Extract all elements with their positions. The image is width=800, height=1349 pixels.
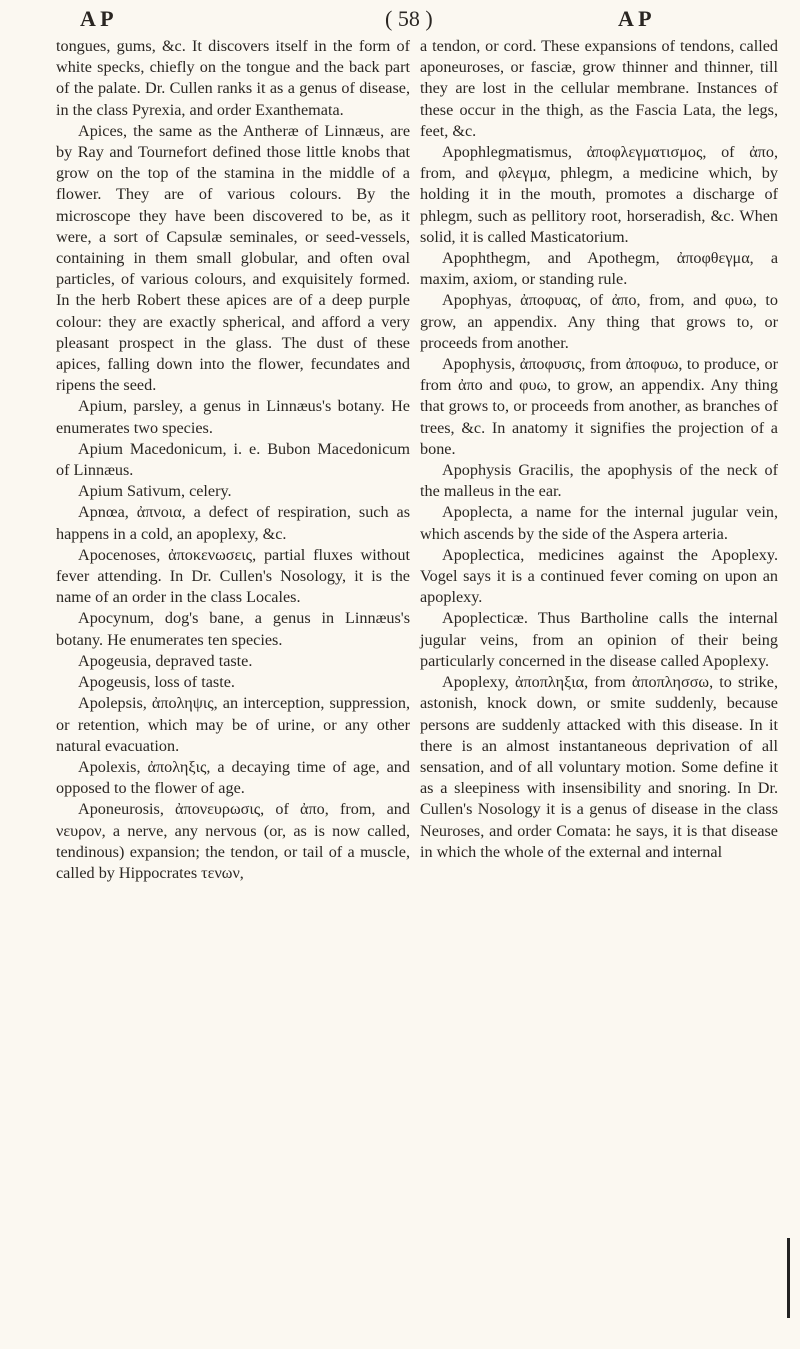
header-right-guideword: A P xyxy=(618,6,652,31)
dictionary-entry: Apium Macedonicum, i. e. Bubon Macedonicum of Linnæus. xyxy=(56,439,410,480)
dictionary-entry: Apogeusia, depraved taste. xyxy=(78,651,253,670)
dictionary-entry: Apolepsis, ἀποληψις, an interception, suppression, or retention, which may be of urine, or any other natural evacuation. xyxy=(56,694,410,755)
dictionary-entry: Apophthegm, and Apothegm, ἀποφθεγμα, a maxim, axiom, or standing rule. xyxy=(420,249,778,289)
left-column xyxy=(56,36,410,1336)
dictionary-entry: Apoplecta, a name for the internal jugular vein, which ascends by the side of the Aspera arteria. xyxy=(420,503,778,543)
right-column xyxy=(420,36,778,1336)
dictionary-entry: Apophysis, ἀποφυσις, from ἀποφυω, to produce, or from ἀπο and φυω, to grow, an appendix. Any thing that grows to, or proceeds from another, as branches of trees, &c. In anatomy it signifies the projection of a bone. xyxy=(420,355,778,458)
dictionary-entry: Aponeurosis, ἀπονευρωσις, of ἀπο, from, and νευρον, a nerve, any nervous (or, as is now called, tendinous) expansion; the tendon, or tail of a muscle, called by Hippocrates τενων, xyxy=(56,800,410,882)
dictionary-entry: Apocynum, dog's bane, a genus in Linnæus's botany. He enumerates ten species. xyxy=(56,609,410,649)
dictionary-entry: Apium Sativum, celery. xyxy=(78,482,232,501)
dictionary-entry: Apophlegmatismus, ἀποφλεγματισμος, of ἀπο, from, and φλεγμα, phlegm, a medicine which, by holding it in the mouth, promotes a discharge of phlegm, such as pellitory root, horseradish, &c. When solid, it is called Masticatorium. xyxy=(420,143,778,246)
header-left-guideword: A P xyxy=(80,6,114,31)
dictionary-entry: Apium, parsley, a genus in Linnæus's botany. He enumerates two species. xyxy=(56,397,410,437)
page-edge-mark xyxy=(787,1238,790,1318)
dictionary-entry: Apophysis Gracilis, the apophysis of the neck of the malleus in the ear. xyxy=(420,461,778,501)
dictionary-entry: Apnœa, ἀπνοια, a defect of respiration, such as happens in a cold, an apoplexy, &c. xyxy=(56,503,410,543)
dictionary-entry: Apolexis, ἀποληξις, a decaying time of age, and opposed to the flower of age. xyxy=(56,757,410,798)
dictionary-entry: tongues, gums, &c. It discovers itself in the form of white specks, chiefly on the tongue and the back part of the palate. Dr. Cullen ranks it as a genus of disease, in the class Pyrexia, and order Exanthemata. xyxy=(56,37,410,119)
page-number: ( 58 ) xyxy=(385,6,433,31)
text-columns xyxy=(56,36,778,1336)
dictionary-entry: a tendon, or cord. These expansions of tendons, called aponeuroses, or fasciæ, grow thinner and thinner, till they are lost in the cellular membrane. Instances of these occur in the thigh, as the Fascia Lata, the legs, feet, &c. xyxy=(420,37,778,140)
dictionary-entry: Apices, the same as the Antheræ of Linnæus, are by Ray and Tournefort defined those little knobs that grow on the top of the stamina in the middle of a flower. They are of various colours. By the microscope they have been discovered to be, as it were, a sort of Capsulæ seminales, or seed-vessels, containing in them small globular, and often oval particles, of various colours, and exquisitely formed. In the herb Robert these apices are of a deep purple colour: they are exactly spherical, and afford a very pleasant prospect in the glass. The dust of these apices, falling down into the flower, fecundates and ripens the seed. xyxy=(56,121,410,395)
dictionary-entry: Apoplecticæ. Thus Bartholine calls the internal jugular veins, from an opinion of their being particularly concerned in the disease called Apoplexy. xyxy=(420,609,778,670)
dictionary-entry: Apogeusis, loss of taste. xyxy=(78,673,235,692)
dictionary-entry: Apocenoses, ἀποκενωσεις, partial fluxes without fever attending. In Dr. Cullen's Nosology, it is the name of an order in the class Locales. xyxy=(56,545,410,607)
dictionary-entry: Apoplexy, ἀποπληξια, from ἀποπλησσω, to strike, astonish, knock down, or smite suddenly, because persons are suddenly attacked with this disease. In it there is an almost instantaneous deprivation of all sensation, and of all voluntary motion. Some define it as a sleepiness with insensibility and snoring. In Dr. Cullen's Nosology it is a genus of disease in the class Neuroses, and order Comata: he says, it is that disease in which the whole of the external and internal xyxy=(420,673,778,861)
dictionary-entry: Apoplectica, medicines against the Apoplexy. Vogel says it is a continued fever coming on upon an apoplexy. xyxy=(420,545,778,607)
dictionary-entry: Apophyas, ἀποφυας, of ἀπο, from, and φυω, to grow, an appendix. Any thing that grows to, or proceeds from another. xyxy=(420,291,778,352)
